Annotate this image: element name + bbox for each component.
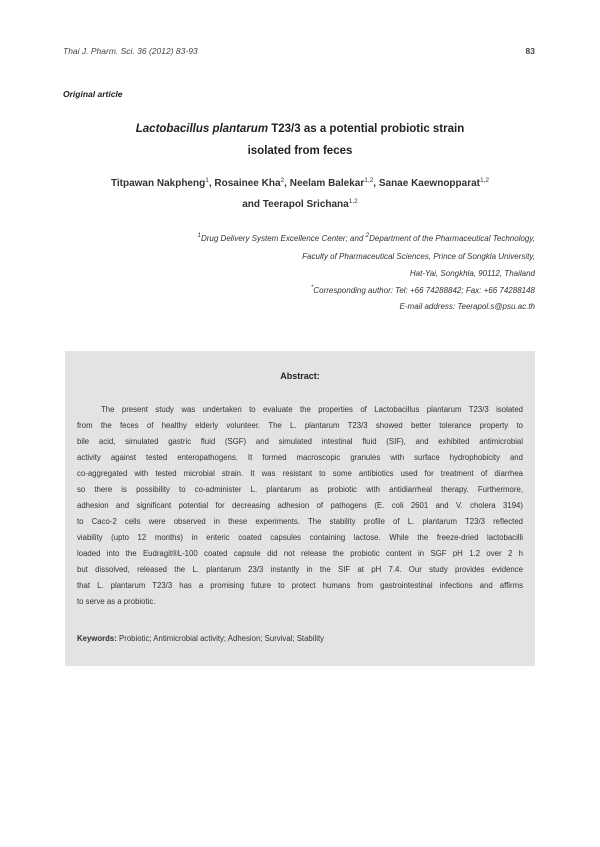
abstract-line: co-aggregated with tested microbial strain. It was resistant to some antibiotics used for treatment of diarrhea xyxy=(77,469,523,478)
abstract-line: to serve as a probiotic. xyxy=(77,597,156,606)
affil-marker: 1 xyxy=(197,232,201,239)
abstract-heading: Abstract: xyxy=(280,371,320,381)
authors-line-2 xyxy=(0,199,600,210)
title-line-1 xyxy=(0,123,600,135)
abstract-line: activity against tested enteropathogens. It formed macroscopic granules with surface hydrophobicity and xyxy=(77,453,523,462)
keywords xyxy=(77,634,324,643)
affil-text: Drug Delivery System Excellence Center; and xyxy=(200,234,366,243)
abstract-line: that L. plantarum T23/3 has a promising future to protect humans from gastrointestinal infections and affirms xyxy=(77,581,523,590)
keywords-label: Keywords: xyxy=(77,634,117,643)
author-affil: 1 xyxy=(205,177,209,184)
author-name: Titpawan Nakpheng xyxy=(110,178,206,189)
email-address: E-mail address: Teerapol.s@psu.ac.th xyxy=(399,302,535,311)
affil-text: Department of the Pharmaceutical Technology, xyxy=(369,234,535,243)
abstract-line: viability (upto 12 months) in enteric coated capsules containing lactose. While the freeze-dried lactobacilli xyxy=(77,533,523,542)
affiliation-line-1 xyxy=(197,234,535,243)
author-affil: 1,2 xyxy=(364,177,374,184)
author-name: Sanae Kaewnopparat xyxy=(378,178,480,189)
abstract-line: adhesion and significant potential for decreasing adhesion of pathogens (E. coli 2601 and V. cholera 3194) xyxy=(77,501,523,510)
affil-marker: 2 xyxy=(365,232,370,239)
title-line-1-rest: T23/3 as a potential probiotic strain xyxy=(268,123,465,135)
keywords-list: Probiotic; Antimicrobial activity; Adhesion; Survival; Stability xyxy=(119,634,325,643)
page-number: 83 xyxy=(525,46,535,56)
abstract-line: The present study was undertaken to evaluate the properties of Lactobacillus plantarum T23/3 isolated xyxy=(101,405,523,414)
author-affil: 1,2 xyxy=(348,198,358,205)
abstract-line: but dissolved, released the L. plantarum 23/3 instantly in the SIF at pH 7.4. Our study provides evidence xyxy=(77,565,523,574)
author-affil: 1,2 xyxy=(480,177,490,184)
abstract-line: bile acid, simulated gastric fluid (SGF) and simulated intestinal fluid (SIF), and exhibited antimicrobial xyxy=(77,437,523,446)
authors-line-1: Titpawan Nakpheng$^1$, Rosainee Kha$^2$, Neelam Balekar$^{1,2}$, Sanae Kaewnopparat$^{1,2}$ xyxy=(110,177,490,189)
corresponding-text: Corresponding author: Tel: +66 74288842; Fax: +66 74288148 xyxy=(313,286,535,295)
author-name: Rosainee Kha xyxy=(214,178,281,189)
abstract-line: loaded into the Eudragit®L-100 coated capsule did not release the probiotic content in SGF pH 1.2 over 2 h xyxy=(77,549,523,558)
corresponding-author xyxy=(311,286,535,295)
affiliation-faculty: Faculty of Pharmaceutical Sciences, Prince of Songkla University, xyxy=(302,252,535,261)
author-affil: 2 xyxy=(280,177,285,184)
affiliation-address: Hat-Yai, Songkhla, 90112, Thailand xyxy=(409,269,535,278)
abstract-line: so there is possibility to co-administer L. plantarum as probiotic with antidiarrheal therapy. Furthermore, xyxy=(77,485,523,494)
author-name: Neelam Balekar xyxy=(289,178,365,189)
journal-citation: Thai J. Pharm. Sci. 36 (2012) 83-93 xyxy=(63,46,198,56)
corresponding-marker: * xyxy=(310,284,314,291)
title-species: Lactobacillus plantarum xyxy=(135,123,269,135)
article-type: Original article xyxy=(63,89,123,99)
abstract-box xyxy=(65,351,535,666)
abstract-line: from the feces of healthy elderly volunteer. The L. plantarum T23/3 showed better tolerance property to xyxy=(77,421,523,430)
title-line-2: isolated from feces xyxy=(247,145,353,157)
abstract-line: to Caco-2 cells were observed in these experiments. The stability profile of L. plantarum T23/3 reflected xyxy=(77,517,523,526)
author-joiner: and xyxy=(242,199,260,210)
author-name: Teerapol Srichana xyxy=(262,199,349,210)
